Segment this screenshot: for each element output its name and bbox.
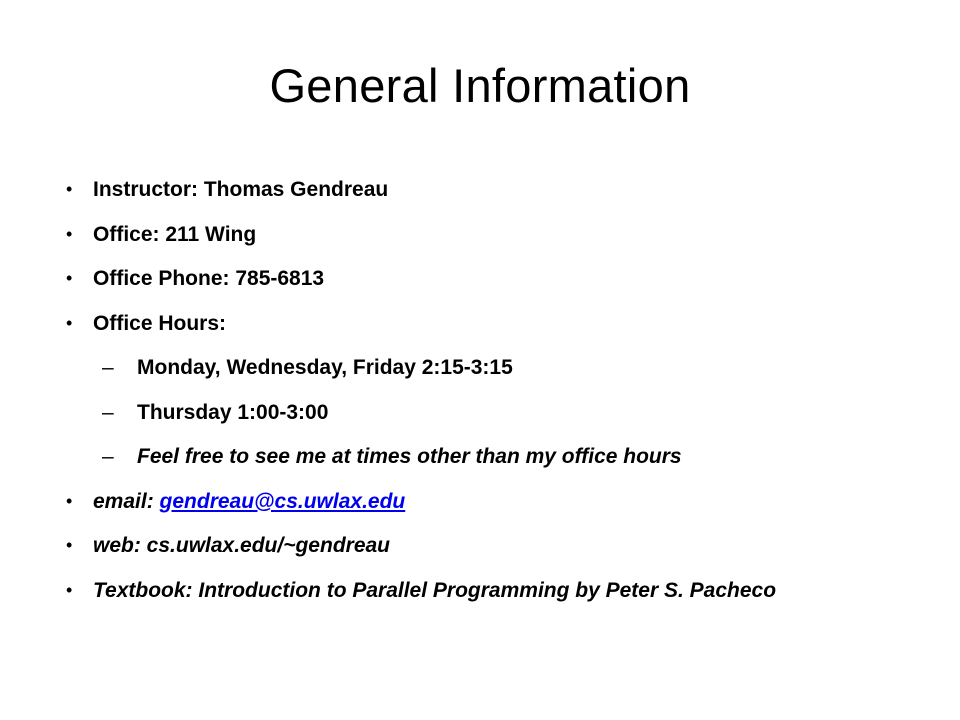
dash-icon: – — [102, 445, 114, 468]
bullet-dot-icon: • — [66, 223, 73, 244]
slide-title: General Information — [269, 59, 691, 112]
bullet-textbook — [66, 577, 926, 604]
office-text: Office: 211 Wing — [93, 222, 257, 246]
email-link[interactable]: gendreau@cs.uwlax.edu — [159, 489, 406, 513]
email-label: email: — [93, 489, 160, 513]
office-hours-label: Office Hours: — [93, 311, 227, 335]
bullet-dot-icon: • — [66, 268, 73, 288]
textbook-text: Textbook: Introduction to Parallel Programming by Peter S. Pacheco — [93, 578, 777, 602]
hours-thu-text: Thursday 1:00-3:00 — [137, 400, 329, 424]
sub-bullet-hours-mwf — [66, 354, 926, 381]
bullet-dot-icon: • — [66, 312, 73, 333]
dash-icon: – — [102, 400, 114, 424]
bullet-dot-icon: • — [66, 535, 73, 555]
bullet-office — [66, 221, 926, 248]
web-text: web: cs.uwlax.edu/~gendreau — [93, 534, 391, 557]
phone-text: Office Phone: 785-6813 — [93, 267, 325, 290]
bullet-dot-icon: • — [66, 179, 73, 199]
bullet-list — [66, 176, 926, 621]
bullet-instructor — [66, 176, 926, 203]
bullet-web — [66, 532, 926, 559]
sub-bullet-hours-note — [66, 443, 926, 470]
bullet-dot-icon: • — [66, 579, 73, 600]
bullet-dot-icon: • — [66, 490, 73, 511]
hours-note-text: Feel free to see me at times other than my office hours — [137, 445, 682, 468]
sub-bullet-hours-thu — [66, 399, 926, 426]
dash-icon: – — [102, 356, 114, 379]
hours-mwf-text: Monday, Wednesday, Friday 2:15-3:15 — [137, 356, 513, 379]
instructor-text: Instructor: Thomas Gendreau — [93, 178, 389, 201]
bullet-email — [66, 488, 926, 515]
bullet-office-hours — [66, 310, 926, 337]
bullet-phone — [66, 265, 926, 292]
